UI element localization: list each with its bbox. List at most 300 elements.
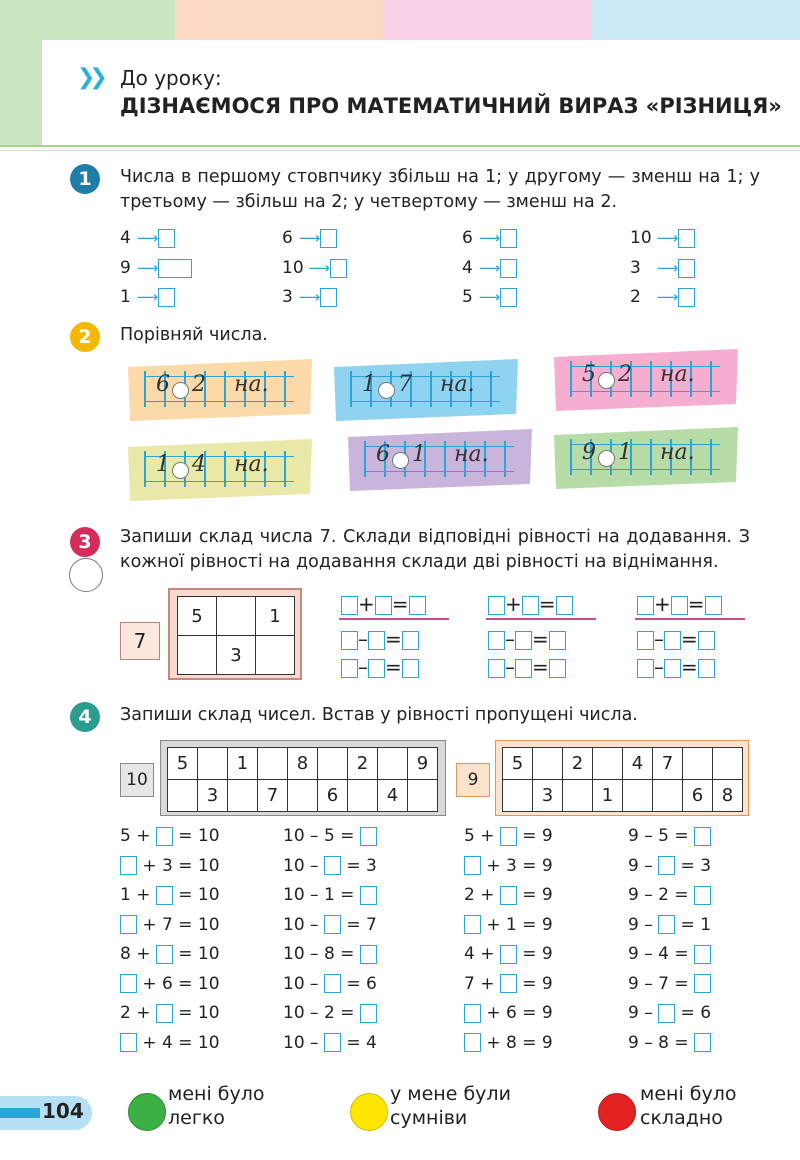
sequence-number: 4 [120, 228, 131, 248]
tick [430, 371, 432, 407]
operator-sign: + [505, 592, 522, 616]
answer-box[interactable] [522, 596, 539, 615]
answer-box[interactable] [368, 659, 385, 678]
equation-row [283, 1003, 377, 1023]
equation-row [341, 655, 419, 679]
answer-box[interactable] [658, 856, 675, 875]
equation-left: 5 + [120, 826, 151, 846]
header-strip-green [0, 0, 175, 40]
equation-row [283, 856, 377, 876]
sequence-item [630, 287, 695, 307]
answer-box[interactable] [120, 974, 137, 993]
compare-left-number: 1 [156, 452, 170, 477]
tick [444, 441, 446, 477]
answer-box[interactable] [658, 1004, 675, 1023]
equation-right: = 6 [346, 973, 377, 994]
sequence-number: 5 [462, 287, 473, 307]
answer-box[interactable] [156, 827, 173, 846]
equation-row [464, 915, 553, 935]
operator-sign: – [505, 655, 515, 679]
lesson-prefix: До уроку: [120, 66, 222, 90]
equation-row [120, 1033, 220, 1053]
sequence-item [630, 228, 695, 248]
equals-sign: = [681, 627, 698, 651]
grid-cell [563, 780, 593, 812]
grid-cell: 5 [503, 748, 533, 780]
equation-left: 9 – [628, 914, 653, 935]
equation-left: 4 + [464, 944, 495, 964]
equation-divider [339, 618, 449, 620]
answer-box[interactable] [515, 659, 532, 678]
answer-box[interactable] [375, 596, 392, 615]
compare-circle[interactable] [378, 382, 395, 399]
equation-row [120, 974, 220, 994]
grid-cell [713, 748, 743, 780]
equation-row [628, 915, 711, 935]
answer-box[interactable] [500, 229, 517, 248]
equation-left: 10 – [283, 914, 319, 935]
task4-grid10-frame [160, 740, 446, 816]
task3-whole-box [120, 622, 160, 660]
grid-cell [503, 780, 533, 812]
answer-box[interactable] [341, 631, 358, 650]
tick [650, 361, 652, 397]
equation-right: = 9 [522, 826, 553, 846]
sequence-item [462, 287, 517, 307]
answer-box[interactable] [488, 659, 505, 678]
sequence-number: 1 [120, 287, 131, 307]
lesson-title: ДІЗНАЄМОСЯ ПРО МАТЕМАТИЧНИЙ ВИРАЗ «РІЗНИЦЯ» [120, 94, 782, 118]
compare-right-number: 7 [398, 372, 412, 397]
answer-box[interactable] [664, 631, 681, 650]
sequence-number: 4 [462, 258, 473, 278]
equals-sign: = [532, 655, 549, 679]
grid-cell: 7 [653, 748, 683, 780]
equation-right: + 1 = 9 [486, 914, 553, 935]
grid-cell [256, 636, 295, 675]
sequence-number: 6 [282, 228, 293, 248]
task-number-2: 2 [70, 322, 100, 352]
arrow-right-icon: ⟶ [474, 229, 501, 247]
compare-card [556, 430, 736, 486]
equation-row [120, 885, 220, 905]
answer-box[interactable] [678, 288, 695, 307]
answer-box[interactable] [341, 596, 358, 615]
answer-box[interactable] [409, 596, 426, 615]
answer-box[interactable] [488, 596, 505, 615]
equation-right: = 10 [178, 944, 220, 964]
equation-left: 9 – 2 = [628, 885, 689, 905]
task4-whole9-box [456, 763, 490, 797]
rating-yellow-circle[interactable] [350, 1093, 388, 1131]
equation-left: 9 – 4 = [628, 944, 689, 964]
tick [490, 371, 492, 407]
task1-text: Числа в першому стовпчику збільш на 1; у другому — зменш на 1; у третьому — збільш на 2; у четвертому — зменш на 2. [120, 167, 760, 212]
operator-sign: – [505, 627, 515, 651]
operator-sign: + [654, 592, 671, 616]
tick [504, 441, 506, 477]
arrow-right-icon: ⟶ [132, 259, 159, 277]
answer-box[interactable] [500, 259, 517, 278]
answer-box[interactable] [158, 288, 175, 307]
compare-circle[interactable] [172, 462, 189, 479]
compare-suffix: на. [660, 362, 695, 387]
equation-left: 8 + [120, 944, 151, 964]
operator-sign: – [358, 627, 368, 651]
answer-box[interactable] [694, 945, 711, 964]
compare-circle[interactable] [598, 450, 615, 467]
tick [144, 371, 146, 407]
answer-box[interactable] [500, 945, 517, 964]
answer-box[interactable] [705, 596, 722, 615]
sequence-number: 3 [282, 287, 293, 307]
answer-box[interactable] [158, 229, 175, 248]
answer-box[interactable] [515, 631, 532, 650]
answer-box[interactable] [368, 631, 385, 650]
equation-right: = 10 [178, 826, 220, 846]
header-divider-2 [0, 150, 800, 151]
equation-left: 9 – 8 = [628, 1032, 689, 1053]
grid-cell: 1 [256, 597, 295, 636]
compare-left-number: 6 [376, 442, 390, 467]
equals-sign: = [385, 627, 402, 651]
answer-box[interactable] [637, 596, 654, 615]
answer-box[interactable] [120, 915, 137, 934]
grid-cell: 8 [713, 780, 743, 812]
answer-box[interactable] [330, 259, 347, 278]
arrow-right-icon: ⟶ [294, 229, 321, 247]
sequence-number: 2 [630, 287, 641, 307]
task4-text: Запиши склад чисел. Встав у рівності пропущені числа. [120, 705, 638, 725]
sequence-number: 10 [630, 228, 652, 248]
sequence-item [462, 228, 517, 248]
arrow-right-icon: ⟶ [132, 288, 159, 306]
operator-sign: – [654, 655, 664, 679]
equation-divider [635, 618, 745, 620]
tick [224, 451, 226, 487]
equation-row [488, 627, 566, 651]
equation-left: 5 + [464, 826, 495, 846]
equation-row [120, 856, 220, 876]
answer-box[interactable] [156, 1004, 173, 1023]
equation-row [637, 627, 715, 651]
compare-circle[interactable] [392, 452, 409, 469]
equation-row [464, 974, 553, 994]
header-strip-blue [591, 0, 800, 40]
answer-box[interactable] [324, 1033, 341, 1052]
task-number-1: 1 [70, 164, 100, 194]
answer-box[interactable] [556, 596, 573, 615]
grid-cell [288, 780, 318, 812]
arrow-right-icon: ⟶ [303, 259, 330, 277]
header-strip-pink [383, 0, 591, 40]
task3-whole-value: 7 [133, 629, 147, 653]
sequence-item [120, 228, 175, 248]
answer-box[interactable] [156, 945, 173, 964]
answer-box[interactable] [360, 827, 377, 846]
arrow-right-icon: ⟶ [474, 259, 501, 277]
equation-left: 10 – 1 = [283, 885, 355, 905]
arrow-right-icon: ⟶ [294, 288, 321, 306]
arrow-right-icon: ⟶ [474, 288, 501, 306]
compare-card [556, 352, 736, 408]
equation-right: = 6 [680, 1003, 712, 1023]
sequence-item [282, 228, 337, 248]
equation-left: 2 + [120, 1003, 151, 1023]
answer-box[interactable] [671, 596, 688, 615]
equation-row [464, 1003, 553, 1023]
tick [650, 439, 652, 475]
answer-box[interactable] [158, 259, 192, 278]
equals-sign: = [687, 592, 705, 616]
equals-sign: = [532, 627, 549, 651]
equation-left: 10 – 5 = [283, 826, 355, 846]
equation-row [628, 856, 711, 876]
grid-cell: 1 [593, 780, 623, 812]
rating-easy-line1: мені було [168, 1083, 265, 1105]
answer-box[interactable] [324, 915, 341, 934]
answer-box[interactable] [464, 856, 481, 875]
equation-row [283, 974, 377, 994]
tick [144, 451, 146, 487]
equation-right: = 1 [680, 914, 712, 935]
rating-hard-line2: складно [640, 1107, 723, 1129]
grid-cell: 3 [198, 780, 228, 812]
grid-cell [198, 748, 228, 780]
equation-row [628, 826, 711, 846]
equation-left: 2 + [464, 885, 495, 905]
equation-row [637, 655, 715, 679]
compare-suffix: на. [234, 372, 269, 397]
equation-left: 10 – [283, 973, 319, 994]
equation-row [464, 885, 553, 905]
task4-whole10-box [120, 763, 154, 797]
equation-row [120, 826, 220, 846]
answer-box[interactable] [637, 659, 654, 678]
grid-cell: 6 [683, 780, 713, 812]
equation-row [120, 1003, 220, 1023]
answer-box[interactable] [464, 1033, 481, 1052]
equation-right: + 7 = 10 [142, 914, 220, 935]
answer-box[interactable] [324, 974, 341, 993]
answer-box[interactable] [658, 915, 675, 934]
answer-box[interactable] [500, 974, 517, 993]
header-divider [0, 145, 800, 147]
equation-left: 10 – [283, 1032, 319, 1053]
answer-box[interactable] [698, 659, 715, 678]
page-number-strip [0, 1108, 40, 1118]
answer-box[interactable] [488, 631, 505, 650]
compare-left-number: 1 [362, 372, 376, 397]
task-number-4: 4 [70, 702, 100, 732]
equation-row [283, 915, 377, 935]
tick [350, 371, 352, 407]
equation-row [464, 826, 553, 846]
grid-cell: 6 [318, 780, 348, 812]
sequence-item [462, 258, 517, 278]
tick [570, 361, 572, 397]
rating-easy-line2: легко [168, 1107, 225, 1129]
sequence-number: 9 [120, 258, 131, 278]
task3-grid-frame [168, 588, 302, 680]
answer-box[interactable] [549, 631, 566, 650]
header-left-block [0, 40, 42, 145]
answer-box[interactable] [360, 1004, 377, 1023]
task3-text: Запиши склад числа 7. Склади відповідні рівності на додавання. З кожної рівності на додавання склади дві рівності на віднімання. [120, 527, 750, 572]
page-number: 104 [42, 1099, 84, 1123]
equation-right: = 10 [178, 1003, 220, 1023]
tick [710, 439, 712, 475]
answer-box[interactable] [664, 659, 681, 678]
answer-box[interactable] [360, 945, 377, 964]
answer-box[interactable] [156, 886, 173, 905]
equation-row [283, 826, 377, 846]
equation-row [283, 885, 377, 905]
grid-cell: 5 [168, 748, 198, 780]
equation-right: = 7 [346, 914, 377, 935]
grid-cell: 5 [178, 597, 217, 636]
equation-left: 10 – [283, 855, 319, 876]
equation-right: = 9 [522, 944, 553, 964]
arrow-right-icon: ⟶ [132, 229, 159, 247]
grid-cell: 2 [348, 748, 378, 780]
grid-cell [168, 780, 198, 812]
answer-box[interactable] [694, 886, 711, 905]
equation-right: + 6 = 9 [486, 1003, 553, 1023]
answer-box[interactable] [694, 974, 711, 993]
equation-left: 9 – 7 = [628, 973, 689, 994]
equation-right: + 4 = 10 [142, 1032, 220, 1053]
task-number-3: 3 [70, 527, 100, 557]
operator-sign: – [358, 655, 368, 679]
task4-whole9-value: 9 [467, 770, 479, 790]
arrow-right-icon: ⟶ [652, 229, 679, 247]
answer-box[interactable] [500, 827, 517, 846]
equation-left: 9 – [628, 855, 653, 876]
equation-row [283, 944, 377, 964]
answer-box[interactable] [464, 1004, 481, 1023]
equation-divider [486, 618, 596, 620]
compare-left-number: 6 [156, 372, 170, 397]
arrow-right-icon: ⟶ [652, 259, 679, 277]
answer-box[interactable] [549, 659, 566, 678]
tick [364, 441, 366, 477]
sequence-item [120, 287, 175, 307]
rating-easy-label [168, 1082, 265, 1130]
operator-sign: + [358, 592, 375, 616]
compare-suffix: на. [660, 440, 695, 465]
arrow-right-icon: ⟶ [652, 288, 679, 306]
task4-grid9 [502, 747, 743, 812]
compare-right-number: 4 [192, 452, 206, 477]
equation-left: 1 + [120, 885, 151, 905]
equation-right: + 3 = 10 [142, 855, 220, 876]
compare-suffix: на. [454, 442, 489, 467]
grid-cell [228, 780, 258, 812]
equation-left: 7 + [464, 973, 495, 994]
grid-cell [217, 597, 256, 636]
compare-circle[interactable] [598, 372, 615, 389]
sequence-number: 6 [462, 228, 473, 248]
equation-left: 10 – 2 = [283, 1003, 355, 1023]
answer-box[interactable] [324, 856, 341, 875]
answer-box[interactable] [678, 259, 695, 278]
equation-right: = 3 [680, 855, 712, 876]
equation-right: = 4 [346, 1032, 377, 1053]
answer-box[interactable] [360, 886, 377, 905]
equation-row [341, 592, 426, 616]
grid-cell [593, 748, 623, 780]
answer-box[interactable] [320, 229, 337, 248]
equation-row [341, 627, 419, 651]
answer-box[interactable] [120, 1033, 137, 1052]
equation-right: + 3 = 9 [486, 855, 553, 876]
task4-grid10 [167, 747, 438, 812]
answer-box[interactable] [698, 631, 715, 650]
answer-box[interactable] [500, 886, 517, 905]
answer-box[interactable] [500, 288, 517, 307]
equation-row [628, 974, 711, 994]
task2-text: Порівняй числа. [120, 325, 268, 345]
answer-box[interactable] [637, 631, 654, 650]
equation-row [628, 1003, 711, 1023]
grid-cell: 1 [228, 748, 258, 780]
task3-grid [177, 596, 295, 675]
grid-cell: 7 [258, 780, 288, 812]
equation-row [464, 1033, 553, 1053]
grid-cell [623, 780, 653, 812]
equation-left: 9 – 5 = [628, 826, 689, 846]
answer-box[interactable] [678, 229, 695, 248]
answer-box[interactable] [341, 659, 358, 678]
answer-box[interactable] [694, 827, 711, 846]
equals-sign: = [681, 655, 698, 679]
answer-box[interactable] [694, 1033, 711, 1052]
rating-green-circle[interactable] [128, 1093, 166, 1131]
equation-row [120, 944, 220, 964]
answer-box[interactable] [402, 631, 419, 650]
answer-box[interactable] [402, 659, 419, 678]
operator-sign: – [654, 627, 664, 651]
grid-cell [258, 748, 288, 780]
rating-doubt-label [390, 1082, 511, 1130]
grid-cell: 9 [408, 748, 438, 780]
rating-hard-line1: мені було [640, 1083, 737, 1105]
equation-right: + 8 = 9 [486, 1032, 553, 1053]
compare-card [130, 362, 310, 418]
tick [284, 451, 286, 487]
sequence-number: 10 [282, 258, 304, 278]
sequence-item [282, 287, 337, 307]
rating-doubt-line1: у мене були [390, 1083, 511, 1105]
compare-right-number: 1 [412, 442, 426, 467]
compare-left-number: 9 [582, 440, 596, 465]
answer-box[interactable] [320, 288, 337, 307]
equation-row [628, 1033, 711, 1053]
answer-box[interactable] [120, 856, 137, 875]
equation-right: + 6 = 10 [142, 973, 220, 994]
grid-cell [378, 748, 408, 780]
compare-card [350, 432, 530, 488]
rating-red-circle[interactable] [598, 1093, 636, 1131]
equation-row [120, 915, 220, 935]
compare-circle[interactable] [172, 382, 189, 399]
rating-doubt-line2: сумніви [390, 1107, 468, 1129]
rating-hard-label [640, 1082, 737, 1130]
compare-suffix: на. [440, 372, 475, 397]
answer-box[interactable] [464, 915, 481, 934]
compare-left-number: 5 [582, 362, 596, 387]
